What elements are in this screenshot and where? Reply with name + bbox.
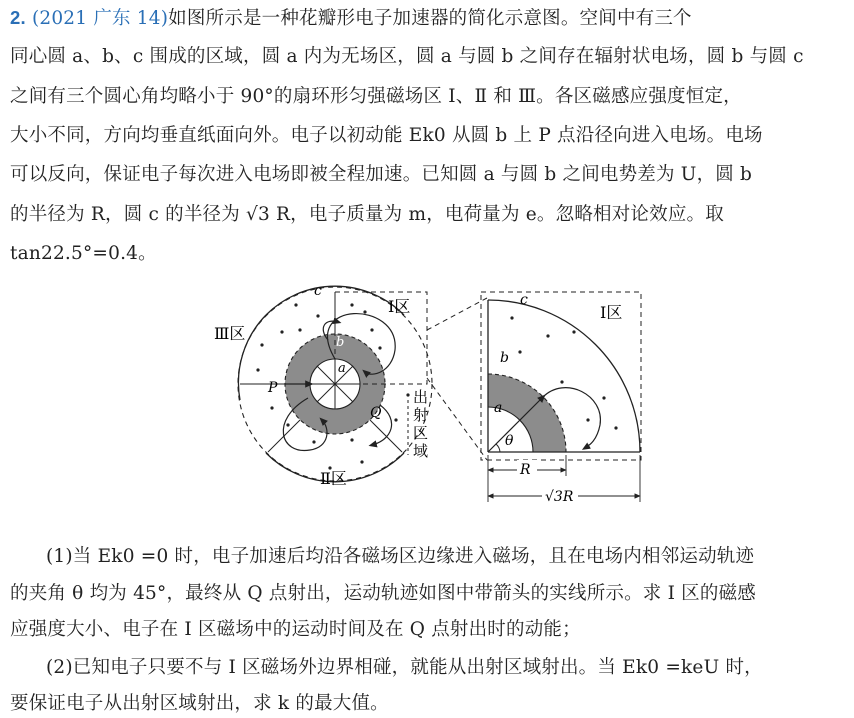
problem-number: 2. <box>10 7 26 28</box>
left-region-II: Ⅱ区 <box>320 469 347 488</box>
intro-line-3: 之间有三个圆心角均略小于 90°的扇环形匀强磁场区 Ⅰ、Ⅱ 和 Ⅲ。各区磁感应强度恒定， <box>10 86 742 107</box>
right-region-I: Ⅰ区 <box>600 303 623 322</box>
exit-label-2: 射 <box>413 406 429 424</box>
left-label-c: c <box>314 283 322 299</box>
right-label-a: a <box>494 400 503 416</box>
accelerator-figure <box>0 272 854 522</box>
right-label-b: b <box>500 350 509 366</box>
intro-line-2: 同心圆 a、b、c 围成的区域，圆 a 内为无场区，圆 a 与圆 b 之间存在辐射状电场，圆 b 与圆 c <box>10 46 804 67</box>
right-dim-R: R <box>520 462 531 478</box>
intro-line-1: 如图所示是一种花瓣形电子加速器的简化示意图。空间中有三个 <box>168 8 692 29</box>
right-label-theta: θ <box>505 433 514 449</box>
left-label-b: b <box>336 335 345 350</box>
intro-line-7: tan22.5°=0.4。 <box>10 243 157 264</box>
q2-line-2: 要保证电子从出射区域射出，求 k 的最大值。 <box>10 693 389 714</box>
intro-line-4: 大小不同，方向均垂直纸面向外。电子以初动能 Ek0 从圆 b 上 P 点沿径向进入电场。电场 <box>10 125 763 146</box>
left-region-III: Ⅲ区 <box>214 324 246 343</box>
q2-line-1: (2)已知电子只要不与 Ⅰ 区磁场外边界相碰，就能从出射区域射出。当 Ek0 =keU 时， <box>46 657 763 678</box>
exit-label-3: 区 <box>413 424 429 442</box>
problem-line-1 <box>10 6 692 31</box>
intro-line-5: 可以反向，保证电子每次进入电场即被全程加速。已知圆 a 与圆 b 之间电势差为 U，圆 b <box>10 164 753 185</box>
left-diagram <box>214 283 487 488</box>
q1-line-2: 的夹角 θ 均为 45°，最终从 Q 点射出，运动轨迹如图中带箭头的实线所示。求 Ⅰ 区的磁感 <box>10 583 756 604</box>
exit-label-4: 域 <box>413 442 429 460</box>
right-dim-sqrt3R: √3R <box>545 489 574 505</box>
intro-line-6: 的半径为 R，圆 c 的半径为 √3 R，电子质量为 m，电荷量为 e。忽略相对论效应。取 <box>10 204 724 225</box>
left-region-I: Ⅰ区 <box>388 297 411 316</box>
left-label-a: a <box>338 361 346 376</box>
q1-line-1: (1)当 Ek0 =0 时，电子加速后均沿各磁场区边缘进入磁场，且在电场内相邻运动轨迹 <box>46 546 755 567</box>
q1-line-3: 应强度大小、电子在 Ⅰ 区磁场中的运动时间及在 Q 点射出时的动能； <box>10 619 581 640</box>
right-label-c: c <box>520 292 528 308</box>
exit-label-1: 出 <box>413 388 429 406</box>
problem-source: (2021 广东 14) <box>31 8 169 29</box>
left-label-P: P <box>268 380 278 396</box>
right-diagram <box>481 292 641 505</box>
left-label-Q: Q <box>370 405 382 421</box>
